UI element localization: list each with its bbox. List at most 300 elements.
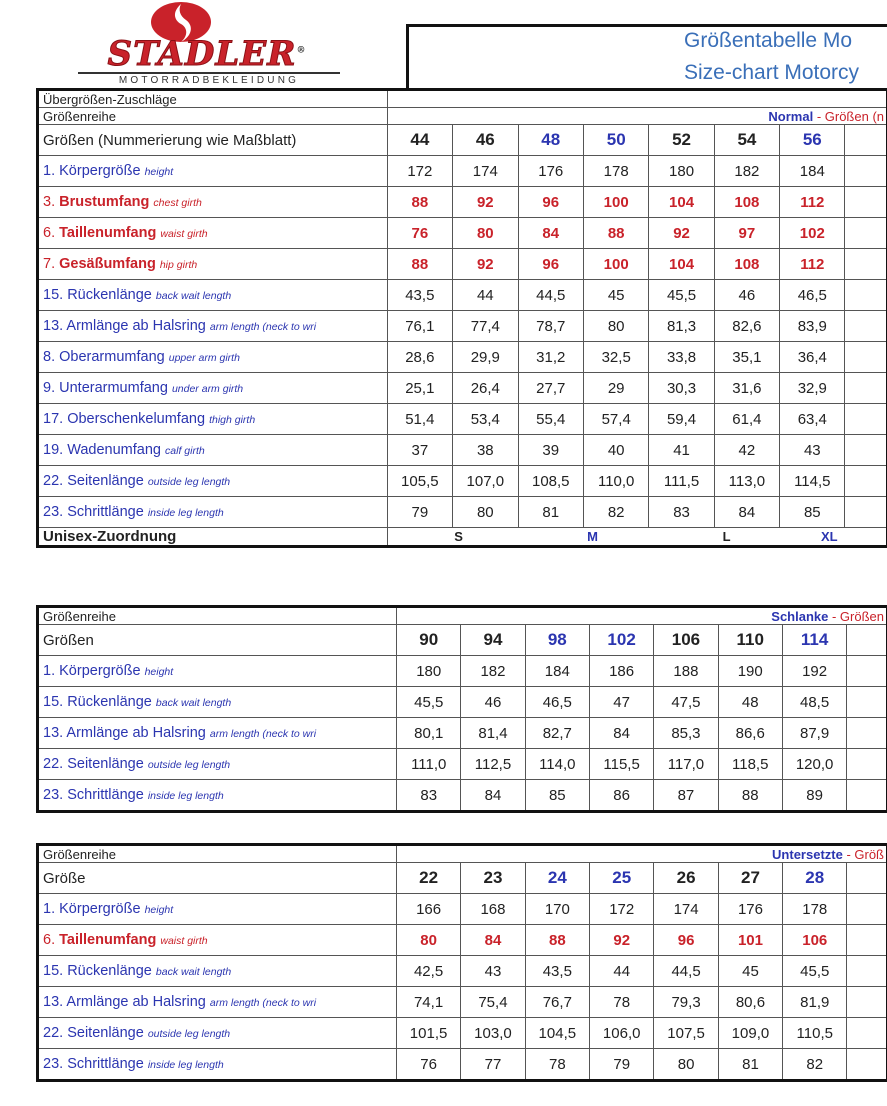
size-cell-cut [845, 125, 887, 156]
measure-label [39, 956, 397, 987]
value-cell: 79 [590, 1049, 654, 1080]
value-cell: 77 [461, 1049, 525, 1080]
value-cell: 45 [584, 280, 649, 311]
value-cell: 104 [649, 249, 714, 280]
series-row [39, 108, 887, 125]
measure-de: Schrittlänge [67, 1056, 144, 1072]
measure-num: 15. [43, 694, 64, 710]
value-cell: 100 [584, 249, 649, 280]
measure-en: calf girth [165, 445, 205, 457]
measure-label [39, 218, 388, 249]
value-cell: 186 [589, 656, 653, 687]
series-label: Größenreihe [39, 608, 397, 625]
value-cell: 89 [782, 780, 846, 811]
value-cell: 108 [714, 249, 779, 280]
value-cell: 85,3 [654, 718, 718, 749]
unisex-sizes [387, 528, 886, 546]
value-cell: 168 [461, 894, 525, 925]
measure-row [39, 218, 887, 249]
sizes-label: Größe [39, 863, 397, 894]
measure-row [39, 466, 887, 497]
value-cell: 114,0 [525, 749, 589, 780]
size-cell: 50 [584, 125, 649, 156]
series-name [387, 108, 886, 125]
size-cell: 48 [518, 125, 583, 156]
measure-num: 1. [43, 901, 56, 917]
value-cell: 76,1 [387, 311, 452, 342]
measure-de: Gesäßumfang [59, 256, 156, 272]
value-cell: 104 [649, 187, 714, 218]
measure-num: 9. [43, 380, 56, 396]
value-cell: 176 [718, 894, 782, 925]
measure-row [39, 656, 887, 687]
value-cell: 108 [714, 187, 779, 218]
value-cell: 81,3 [649, 311, 714, 342]
value-cell: 82 [584, 497, 649, 528]
unisex-size: M [587, 529, 599, 544]
value-cell: 178 [584, 156, 649, 187]
measure-num: 19. [43, 442, 64, 458]
value-cell: 112 [780, 187, 845, 218]
value-cell: 115,5 [589, 749, 653, 780]
value-cell: 80 [654, 1049, 718, 1080]
value-cell: 84 [714, 497, 779, 528]
measure-row [39, 342, 887, 373]
value-cell: 110,0 [584, 466, 649, 497]
measure-row [39, 280, 887, 311]
series-suffix: - Größen [828, 608, 884, 624]
size-cell-cut [847, 625, 887, 656]
value-cell: 96 [518, 187, 583, 218]
measure-en: back wait length [155, 966, 232, 978]
measure-de: Oberarmumfang [59, 349, 165, 365]
measure-row [39, 156, 887, 187]
title-german: Größentabelle Mo [684, 29, 853, 52]
measure-de: Rückenlänge [67, 694, 152, 710]
measure-label [39, 435, 388, 466]
value-cell-cut [845, 435, 887, 466]
measure-label [39, 780, 397, 811]
value-cell: 107,0 [453, 466, 518, 497]
value-cell: 48,5 [782, 687, 846, 718]
value-cell: 41 [649, 435, 714, 466]
value-cell: 76,7 [525, 987, 589, 1018]
value-cell: 38 [453, 435, 518, 466]
value-cell: 61,4 [714, 404, 779, 435]
value-cell: 82 [783, 1049, 847, 1080]
measure-label [39, 894, 397, 925]
value-cell: 104,5 [525, 1018, 589, 1049]
value-cell: 192 [782, 656, 846, 687]
value-cell: 39 [518, 435, 583, 466]
measure-row [39, 311, 887, 342]
value-cell: 97 [714, 218, 779, 249]
measure-en: outside leg length [147, 759, 231, 771]
value-cell: 174 [453, 156, 518, 187]
value-cell: 96 [518, 249, 583, 280]
measure-en: outside leg length [147, 476, 231, 488]
measure-label [39, 497, 388, 528]
value-cell-cut [847, 687, 887, 718]
value-cell: 80 [453, 497, 518, 528]
value-cell: 118,5 [718, 749, 782, 780]
measure-en: height [144, 904, 174, 916]
value-cell: 55,4 [518, 404, 583, 435]
measure-en: back wait length [155, 290, 232, 302]
value-cell: 85 [525, 780, 589, 811]
value-cell: 29 [584, 373, 649, 404]
value-cell-cut [845, 342, 887, 373]
value-cell: 106,0 [590, 1018, 654, 1049]
value-cell: 120,0 [782, 749, 846, 780]
value-cell: 81,9 [783, 987, 847, 1018]
measure-num: 23. [43, 787, 64, 803]
measure-en: hip girth [159, 259, 198, 271]
value-cell-cut [847, 749, 887, 780]
measure-en: arm length (neck to wri [209, 997, 317, 1009]
value-cell: 88 [584, 218, 649, 249]
series-name [397, 608, 887, 625]
value-cell-cut [845, 249, 887, 280]
measure-num: 17. [43, 411, 64, 427]
series-suffix: - Größ [842, 846, 884, 862]
value-cell: 47 [589, 687, 653, 718]
series-text: Normal [768, 108, 814, 124]
value-cell: 101 [718, 925, 782, 956]
value-cell-cut [847, 1049, 887, 1080]
value-cell-cut [847, 780, 887, 811]
value-cell: 31,2 [518, 342, 583, 373]
measure-row [39, 780, 887, 811]
value-cell: 57,4 [584, 404, 649, 435]
value-cell: 86,6 [718, 718, 782, 749]
measure-label [39, 342, 388, 373]
measure-row [39, 373, 887, 404]
value-cell-cut [845, 187, 887, 218]
value-cell: 184 [525, 656, 589, 687]
measure-label [39, 987, 397, 1018]
measure-row [39, 987, 887, 1018]
sizes-label: Größen (Nummerierung wie Maßblatt) [39, 125, 388, 156]
measure-en: chest girth [153, 197, 202, 209]
sizes-row [39, 863, 887, 894]
unisex-size: L [722, 529, 731, 544]
value-cell: 111,5 [649, 466, 714, 497]
series-name [396, 846, 886, 863]
value-cell: 88 [525, 925, 589, 956]
value-cell: 117,0 [654, 749, 718, 780]
value-cell: 42,5 [396, 956, 460, 987]
measure-label [39, 925, 397, 956]
value-cell: 43,5 [387, 280, 452, 311]
value-cell: 114,5 [780, 466, 845, 497]
value-cell: 110,5 [783, 1018, 847, 1049]
measure-num: 13. [43, 994, 64, 1010]
measure-row [39, 1049, 887, 1080]
value-cell: 45,5 [397, 687, 461, 718]
value-cell: 81,4 [461, 718, 525, 749]
value-cell: 111,0 [397, 749, 461, 780]
value-cell: 79 [387, 497, 452, 528]
measure-en: height [144, 666, 174, 678]
series-row [39, 846, 887, 863]
size-table-slim [38, 607, 887, 811]
value-cell: 78 [590, 987, 654, 1018]
value-cell: 86 [589, 780, 653, 811]
measure-label [39, 311, 388, 342]
size-cell: 46 [453, 125, 518, 156]
value-cell: 84 [518, 218, 583, 249]
sizes-row [39, 625, 887, 656]
value-cell: 78,7 [518, 311, 583, 342]
measure-num: 22. [43, 473, 64, 489]
measure-row [39, 435, 887, 466]
measure-num: 15. [43, 963, 64, 979]
value-cell: 83,9 [780, 311, 845, 342]
measure-de: Seitenlänge [67, 1025, 144, 1041]
value-cell: 80 [453, 218, 518, 249]
value-cell: 44 [453, 280, 518, 311]
value-cell: 81 [518, 497, 583, 528]
measure-en: waist girth [160, 228, 208, 240]
value-cell: 80 [396, 925, 460, 956]
size-cell: 110 [718, 625, 782, 656]
size-cell-cut [847, 863, 887, 894]
value-cell-cut [847, 718, 887, 749]
measure-num: 6. [43, 225, 56, 241]
size-cell: 106 [654, 625, 718, 656]
value-cell: 37 [387, 435, 452, 466]
value-cell: 63,4 [780, 404, 845, 435]
stadler-logo [62, 0, 352, 86]
measure-de: Schrittlänge [67, 504, 144, 520]
oversize-cell [387, 91, 886, 108]
value-cell: 84 [589, 718, 653, 749]
value-cell: 46,5 [780, 280, 845, 311]
value-cell: 96 [654, 925, 718, 956]
size-cell: 25 [590, 863, 654, 894]
value-cell: 42 [714, 435, 779, 466]
value-cell: 28,6 [387, 342, 452, 373]
size-cell: 27 [718, 863, 782, 894]
measure-num: 15. [43, 287, 64, 303]
logo-brand: STADLER® [107, 34, 307, 74]
value-cell: 190 [718, 656, 782, 687]
value-cell: 45 [718, 956, 782, 987]
value-cell: 83 [649, 497, 714, 528]
value-cell: 33,8 [649, 342, 714, 373]
value-cell: 80,6 [718, 987, 782, 1018]
measure-de: Körpergröße [59, 163, 141, 179]
value-cell: 40 [584, 435, 649, 466]
value-cell: 48 [718, 687, 782, 718]
value-cell-cut [845, 156, 887, 187]
value-cell: 107,5 [654, 1018, 718, 1049]
value-cell: 43 [461, 956, 525, 987]
measure-de: Körpergröße [59, 663, 141, 679]
measure-de: Rückenlänge [67, 963, 152, 979]
value-cell: 32,9 [780, 373, 845, 404]
value-cell-cut [845, 373, 887, 404]
measure-num: 7. [43, 256, 56, 272]
value-cell-cut [847, 956, 887, 987]
measure-num: 1. [43, 163, 56, 179]
measure-label [39, 749, 397, 780]
value-cell-cut [845, 404, 887, 435]
value-cell: 172 [387, 156, 452, 187]
value-cell: 47,5 [654, 687, 718, 718]
value-cell: 29,9 [453, 342, 518, 373]
sizes-label: Größen [39, 625, 397, 656]
value-cell: 83 [397, 780, 461, 811]
value-cell: 101,5 [396, 1018, 460, 1049]
series-suffix: - Größen (n [813, 108, 884, 124]
value-cell-cut [847, 894, 887, 925]
measure-en: inside leg length [147, 1059, 224, 1071]
value-cell: 45,5 [649, 280, 714, 311]
measure-num: 13. [43, 318, 64, 334]
size-cell: 23 [461, 863, 525, 894]
measure-de: Taillenumfang [59, 932, 157, 948]
size-cell: 98 [525, 625, 589, 656]
measure-de: Brustumfang [59, 194, 150, 210]
size-table-normal [38, 90, 887, 546]
value-cell: 87 [654, 780, 718, 811]
size-cell: 22 [396, 863, 460, 894]
measure-num: 3. [43, 194, 56, 210]
value-cell: 172 [590, 894, 654, 925]
value-cell: 80 [584, 311, 649, 342]
measure-en: upper arm girth [168, 352, 240, 364]
size-cell: 44 [387, 125, 452, 156]
value-cell: 81 [718, 1049, 782, 1080]
value-cell: 43,5 [525, 956, 589, 987]
value-cell: 46,5 [525, 687, 589, 718]
measure-de: Schrittlänge [67, 787, 144, 803]
value-cell: 182 [714, 156, 779, 187]
value-cell: 170 [525, 894, 589, 925]
measure-en: back wait length [155, 697, 232, 709]
value-cell: 166 [396, 894, 460, 925]
measure-num: 23. [43, 504, 64, 520]
value-cell: 180 [397, 656, 461, 687]
measure-label [39, 280, 388, 311]
measure-label [39, 373, 388, 404]
measure-en: arm length (neck to wri [209, 321, 317, 333]
measure-label [39, 718, 397, 749]
oversize-row [39, 91, 887, 108]
value-cell: 92 [453, 187, 518, 218]
measure-en: thigh girth [209, 414, 256, 426]
value-cell-cut [845, 311, 887, 342]
measure-label [39, 404, 388, 435]
logo-subtitle: MOTORRADBEKLEIDUNG [78, 72, 340, 86]
value-cell-cut [845, 280, 887, 311]
value-cell: 46 [714, 280, 779, 311]
value-cell: 27,7 [518, 373, 583, 404]
value-cell: 184 [780, 156, 845, 187]
measure-num: 22. [43, 1025, 64, 1041]
value-cell: 53,4 [453, 404, 518, 435]
value-cell: 80,1 [397, 718, 461, 749]
measure-num: 23. [43, 1056, 64, 1072]
size-cell: 24 [525, 863, 589, 894]
measure-en: under arm girth [171, 383, 244, 395]
series-label: Größenreihe [39, 846, 397, 863]
measure-en: height [144, 166, 174, 178]
value-cell: 76 [387, 218, 452, 249]
measure-num: 22. [43, 756, 64, 772]
value-cell: 108,5 [518, 466, 583, 497]
value-cell: 79,3 [654, 987, 718, 1018]
value-cell: 88 [387, 187, 452, 218]
series-text: Untersetzte [772, 846, 843, 862]
measure-row [39, 687, 887, 718]
value-cell-cut [845, 218, 887, 249]
value-cell: 84 [461, 780, 525, 811]
size-cell: 94 [461, 625, 525, 656]
value-cell: 113,0 [714, 466, 779, 497]
value-cell: 75,4 [461, 987, 525, 1018]
measure-en: waist girth [160, 935, 208, 947]
value-cell: 103,0 [461, 1018, 525, 1049]
value-cell: 100 [584, 187, 649, 218]
size-cell: 114 [782, 625, 846, 656]
measure-label [39, 1049, 397, 1080]
measure-row [39, 249, 887, 280]
value-cell-cut [847, 925, 887, 956]
measure-label [39, 156, 388, 187]
unisex-label: Unisex-Zuordnung [39, 528, 388, 546]
size-cell: 90 [397, 625, 461, 656]
value-cell: 92 [453, 249, 518, 280]
value-cell-cut [847, 656, 887, 687]
value-cell: 46 [461, 687, 525, 718]
measure-en: inside leg length [147, 507, 224, 519]
size-cell: 54 [714, 125, 779, 156]
value-cell: 25,1 [387, 373, 452, 404]
value-cell: 45,5 [783, 956, 847, 987]
size-table-stocky [38, 845, 887, 1080]
measure-row [39, 956, 887, 987]
measure-de: Oberschenkelumfang [67, 411, 206, 427]
size-cell: 28 [783, 863, 847, 894]
value-cell: 105,5 [387, 466, 452, 497]
value-cell-cut [845, 466, 887, 497]
measure-de: Seitenlänge [67, 473, 144, 489]
value-cell: 88 [718, 780, 782, 811]
value-cell: 59,4 [649, 404, 714, 435]
value-cell: 51,4 [387, 404, 452, 435]
value-cell: 180 [649, 156, 714, 187]
measure-row [39, 749, 887, 780]
measure-num: 1. [43, 663, 56, 679]
value-cell-cut [847, 987, 887, 1018]
value-cell: 26,4 [453, 373, 518, 404]
value-cell: 88 [387, 249, 452, 280]
measure-row [39, 497, 887, 528]
unisex-row [39, 528, 887, 546]
value-cell-cut [845, 497, 887, 528]
value-cell: 43 [780, 435, 845, 466]
value-cell: 87,9 [782, 718, 846, 749]
value-cell: 44,5 [654, 956, 718, 987]
value-cell: 102 [780, 218, 845, 249]
value-cell: 188 [654, 656, 718, 687]
measure-row [39, 1018, 887, 1049]
value-cell: 174 [654, 894, 718, 925]
value-cell: 109,0 [718, 1018, 782, 1049]
